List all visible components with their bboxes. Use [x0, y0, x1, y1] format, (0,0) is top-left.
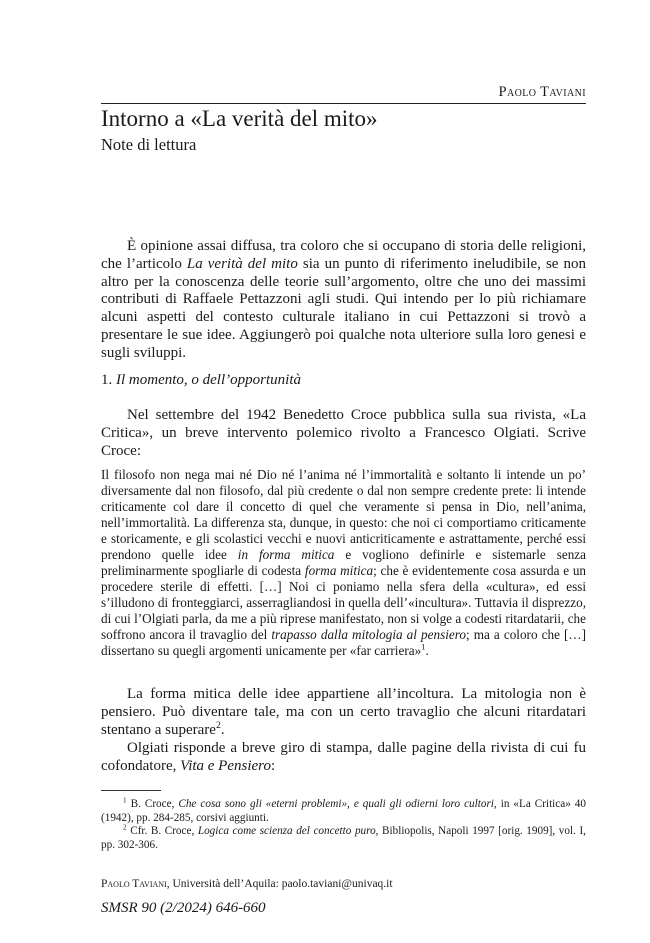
footnote-2	[101, 825, 586, 852]
affiliation-author: Paolo Taviani	[101, 878, 167, 890]
section-heading	[101, 372, 301, 389]
footnote-1-title: Che cosa sono gli «eterni problemi», e quali gli odierni loro cultori	[178, 798, 494, 810]
header-rule	[101, 103, 586, 104]
journal-citation: SMSR 90 (2/2024) 646-660	[101, 900, 266, 916]
quote-text-5: .	[425, 643, 429, 658]
quote-text-4: ; ma a coloro che […] dissertano su quegli argomenti unicamente per «far carriera»	[101, 627, 586, 658]
para3-text: La forma mitica delle idee appartiene all’incoltura. La mitologia non è pensiero. Può diventare tale, ma con un certo travaglio che alcuni ritardatari stentano a superare	[101, 686, 586, 738]
affiliation-rest: , Università dell’Aquila: paolo.taviani@univaq.it	[166, 878, 393, 890]
author-affiliation	[101, 878, 393, 890]
quote-text-2: e vogliono definirle e sistemarle senza preliminarmente spogliarle di codesta	[101, 547, 586, 578]
footnote-ref-1[interactable]: 1	[421, 641, 426, 652]
section-number: 1.	[101, 372, 116, 388]
intro-paragraph	[101, 238, 586, 363]
para4-italic: Vita e Pensiero	[180, 757, 271, 774]
block-quote	[101, 467, 586, 659]
article-subtitle: Note di lettura	[101, 135, 197, 154]
para4-text: Olgiati risponde a breve giro di stampa, dalle pagine della rivista di cui fu cofondatore,	[101, 740, 586, 774]
intro-text-1: È opinione assai diffusa, tra coloro che si occupano di storia delle religioni, che l’articolo	[101, 238, 586, 272]
article-title: Intorno a «La verità del mito»	[101, 106, 378, 131]
paragraph-forma-mitica	[101, 686, 586, 739]
para4-end: :	[270, 757, 276, 774]
footnote-1-post: , in «La Critica» 40 (1942), pp. 284-285, corsivi aggiunti.	[101, 798, 586, 824]
footnote-1	[101, 798, 586, 825]
para3-end: .	[220, 721, 225, 738]
quote-italic-2: forma mitica	[304, 563, 374, 578]
footnote-ref-2[interactable]: 2	[215, 719, 221, 731]
footnote-2-pre: Cfr. B. Croce,	[126, 825, 198, 838]
intro-text-2: sia un punto di riferimento ineludibile, se non altro per la conoscenza delle teorie sull’argomento, oltre che uno dei massimi contributi di Raffaele Pettazzoni agli studi. Qui intendo per lo più richiamare alcuni aspetti del contesto culturale italiano in cui Pettazzoni si trovò a presentare le sue idee. Aggiungerò poi qualche nota ulteriore sulla loro genesi e sugli sviluppi.	[101, 255, 587, 361]
intro-italic-title: La verità del mito	[186, 255, 298, 272]
quote-text-1: Il filosofo non nega mai né Dio né l’anima né l’immortalità e soltanto li intende un po’ diversamente dal non filosofo, dal più credente o dal non sempre credente prete: li intende criticamente col dare il concetto di quel che veramente si pensa in Dio, nell’anima, nell’immortalità. La differenza sta, dunque, in questo: che noi ci comportiamo criticamente e storicamente, e gli scolastici vecchi e nuovi anticriticamente e astrattamente, perché essi prendono quelle idee	[101, 467, 586, 562]
footnote-2-number: 2	[123, 823, 127, 832]
section-title: Il momento, o dell’opportunità	[116, 372, 301, 388]
running-head: Paolo Taviani	[498, 84, 586, 100]
quote-italic-3: trapasso dalla mitologia al pensiero	[271, 627, 466, 642]
footnote-2-post: , Bibliopolis, Napoli 1997 [orig. 1909], vol. I, pp. 302-306.	[101, 825, 586, 851]
footnotes	[101, 798, 586, 852]
footnote-1-pre: B. Croce,	[126, 798, 179, 810]
quote-italic-1: in forma mitica	[237, 547, 335, 562]
footnote-1-number: 1	[123, 796, 127, 805]
quote-text-3: ; che è evidentemente cosa assurda e un procedere sterile di effetti. […] Noi ci poniamo nella sfera della «cultura», ed essi s’illudono di fronteggiarci, asserragliandosi in quella dell’«incultura». Tuttavia il disprezzo, di cui l’Olgiati parla, da me a più riprese manifestato, non si volge a codesti ritardatarii, che soffrono ancora il travaglio del	[101, 563, 587, 642]
paragraph-croce: Nel settembre del 1942 Benedetto Croce pubblica sulla sua rivista, «La Critica», un breve intervento polemico rivolto a Francesco Olgiati. Scrive Croce:	[101, 407, 586, 459]
footnote-2-title: Logica come scienza del concetto puro	[197, 825, 376, 838]
paragraph-olgiati	[101, 740, 586, 776]
footnote-rule	[101, 790, 161, 791]
